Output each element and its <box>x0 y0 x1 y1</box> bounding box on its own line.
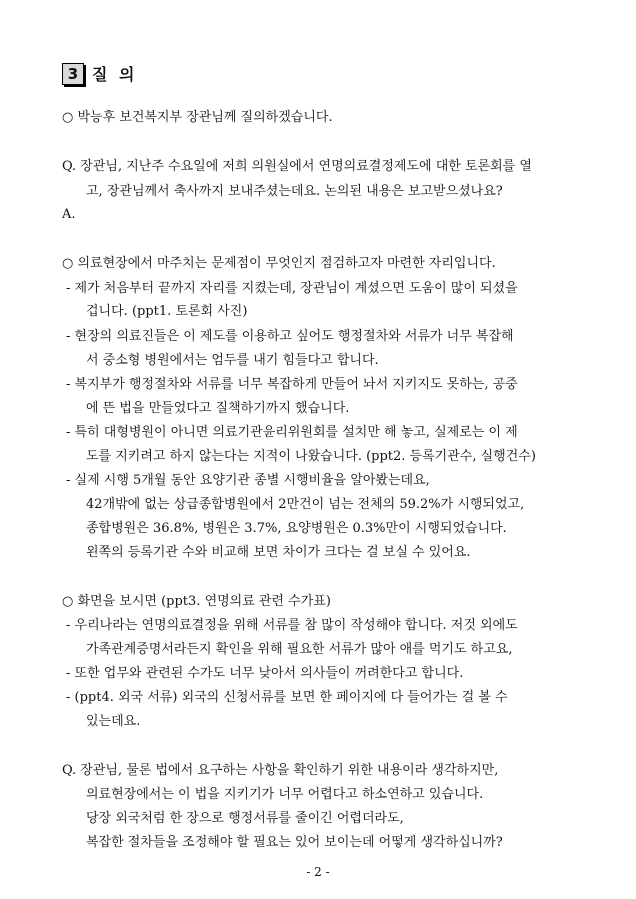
point-1-item-4-line-1: - 특히 대형병원이 아니면 의료기관윤리위원회를 설치만 해 놓고, 실제로는 이 제 <box>66 425 518 440</box>
section-heading <box>62 62 137 85</box>
question-2-line-3: 당장 외국처럼 한 장으로 행정서류를 줄이긴 어렵더라도, <box>86 811 404 826</box>
point-2-item-3-line-2: 있는데요. <box>86 714 141 729</box>
point-1-item-5-line-3: 종합병원은 36.8%, 병원은 3.7%, 요양병원은 0.3%만이 시행되었습니다. <box>86 521 507 536</box>
point-1-item-1-line-2: 겁니다. (ppt1. 토론회 사진) <box>86 304 248 319</box>
point-1-item-5-line-4: 왼쪽의 등록기관 수와 비교해 보면 차이가 크다는 걸 보실 수 있어요. <box>86 545 471 560</box>
point-2-item-2: - 또한 업무와 관련된 수가도 너무 낮아서 의사들이 꺼려한다고 합니다. <box>66 666 464 681</box>
point-2-item-1-line-2: 가족관계증명서라든지 확인을 위해 필요한 서류가 많아 애를 먹기도 하고요, <box>86 642 513 657</box>
question-2-line-1: Q. 장관님, 물론 법에서 요구하는 사항을 확인하기 위한 내용이라 생각하지만, <box>62 763 499 778</box>
section-title: 질 의 <box>92 65 138 84</box>
question-2-line-4: 복잡한 절차들을 조정해야 할 필요는 있어 보이는데 어떻게 생각하십니까? <box>86 835 503 850</box>
page-number: - 2 - <box>306 865 330 879</box>
point-2: ○ 화면을 보시면 (ppt3. 연명의료 관련 수가표) <box>62 594 331 609</box>
question-intro: ○ 박능후 보건복지부 장관님께 질의하겠습니다. <box>62 110 333 125</box>
question-2-line-2: 의료현장에서는 이 법을 지키기가 너무 어렵다고 하소연하고 있습니다. <box>86 787 484 802</box>
section-number-box: 3 <box>62 63 84 85</box>
point-1-item-2-line-2: 서 중소형 병원에서는 엄두를 내기 힘들다고 합니다. <box>86 353 379 368</box>
answer-1: A. <box>62 207 76 222</box>
question-1-line-2: 고, 장관님께서 축사까지 보내주셨는데요. 논의된 내용은 보고받으셨나요? <box>86 184 503 199</box>
point-1-item-3-line-1: - 복지부가 행정절차와 서류를 너무 복잡하게 만들어 놔서 지키지도 못하는, 공중 <box>66 377 518 392</box>
point-1-item-5-line-2: 42개밖에 없는 상급종합병원에서 2만건이 넘는 전체의 59.2%가 시행되었고, <box>86 497 525 512</box>
point-2-item-1-line-1: - 우리나라는 연명의료결정을 위해 서류를 참 많이 작성해야 합니다. 저것 외에도 <box>66 618 518 633</box>
point-1-item-2-line-1: - 현장의 의료진들은 이 제도를 이용하고 싶어도 행정절차와 서류가 너무 복잡해 <box>66 329 514 344</box>
point-1-item-5-line-1: - 실제 시행 5개월 동안 요양기관 종별 시행비율을 알아봤는데요, <box>66 473 430 488</box>
point-1-item-4-line-2: 도를 지키려고 하지 않는다는 지적이 나왔습니다. (ppt2. 등록기관수, 실행건수) <box>86 449 536 464</box>
point-1-item-1-line-1: - 제가 처음부터 끝까지 자리를 지켰는데, 장관님이 계셨으면 도움이 많이 되셨을 <box>66 281 518 296</box>
point-1: ○ 의료현장에서 마주치는 문제점이 무엇인지 점검하고자 마련한 자리입니다. <box>62 256 496 271</box>
point-2-item-3-line-1: - (ppt4. 외국 서류) 외국의 신청서류를 보면 한 페이지에 다 들어가는 걸 볼 수 <box>66 690 508 705</box>
point-1-item-3-line-2: 에 뜬 법을 만들었다고 질책하기까지 했습니다. <box>86 401 350 416</box>
question-1-line-1: Q. 장관님, 지난주 수요일에 저희 의원실에서 연명의료결정제도에 대한 토론회를 열 <box>62 159 532 174</box>
